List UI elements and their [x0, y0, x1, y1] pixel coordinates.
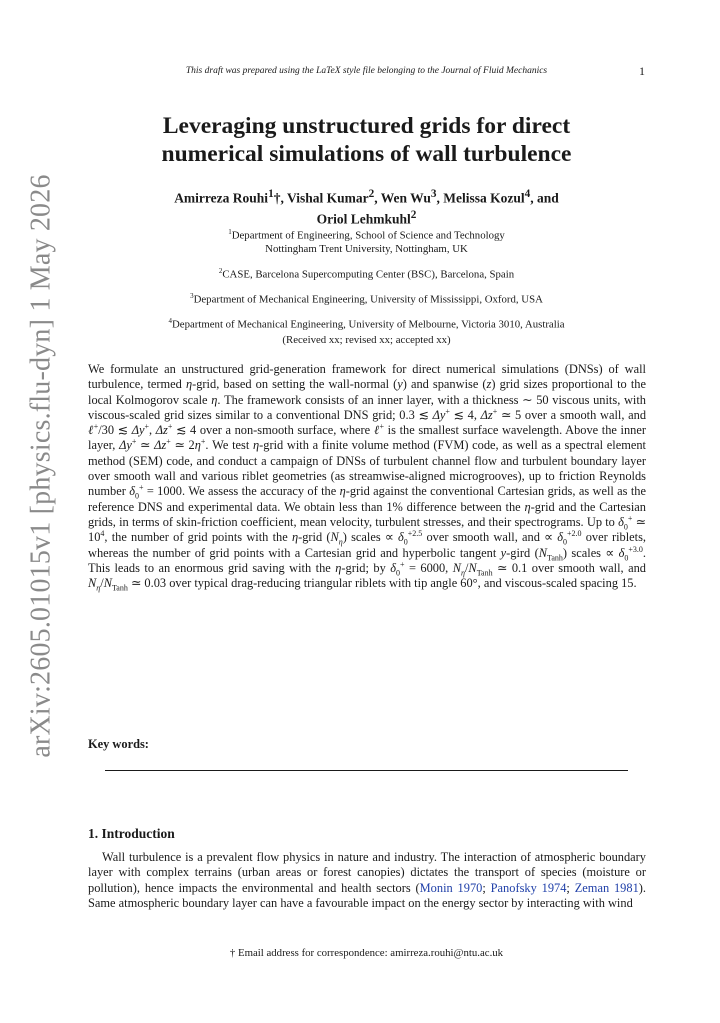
affiliation	[88, 315, 645, 332]
affiliation	[88, 265, 645, 282]
arxiv-identifier: arXiv:2605.01015v1 [physics.flu-dyn] 1 May 2026	[26, 174, 57, 758]
author: Melissa Kozul	[443, 190, 525, 206]
running-header: This draft was prepared using the LaTeX style file belonging to the Journal of Fluid Mechanics	[185, 66, 548, 76]
citation-link[interactable]: Monin 1970	[419, 880, 483, 895]
author-dagger: †	[273, 190, 281, 206]
separator-rule	[105, 770, 628, 771]
section-number: 1.	[88, 826, 99, 841]
citation-link[interactable]: Panofsky 1974	[490, 880, 567, 895]
affiliation-mark: 3	[190, 291, 194, 300]
arxiv-sidebar	[20, 174, 64, 758]
affiliation-line: CASE, Barcelona Supercomputing Center (BSC), Barcelona, Spain	[222, 268, 515, 281]
correspondence-footnote: † Email address for correspondence: amirreza.rouhi@ntu.ac.uk	[229, 947, 504, 959]
title-line-1: Leveraging unstructured grids for direct	[162, 113, 571, 139]
affiliation-line: Department of Mechanical Engineering, University of Mississippi, Oxford, USA	[193, 293, 543, 306]
author-mark: 2	[368, 188, 375, 200]
affiliation-mark: 2	[218, 266, 223, 275]
affiliation	[88, 290, 645, 307]
intro-text-after: ). Same atmospheric boundary layer can have a favourable impact on the energy sector by interacting with wind	[88, 880, 647, 910]
title-line-2: numerical simulations of wall turbulence	[161, 141, 572, 167]
citation-separator: ;	[482, 880, 491, 895]
affiliation-line: Department of Engineering, School of Science and Technology	[231, 229, 505, 242]
author: Wen Wu	[380, 190, 431, 206]
citation-separator: ;	[566, 880, 575, 895]
author-mark: 4	[524, 188, 531, 200]
author-list	[88, 186, 645, 227]
keywords-label: Key words:	[88, 737, 149, 751]
author-conjunction: , and	[530, 190, 559, 206]
affiliation-mark: 1	[228, 228, 232, 236]
intro-paragraph	[88, 850, 646, 911]
paper-title	[88, 112, 645, 168]
affiliations	[88, 226, 645, 340]
section-heading	[88, 826, 175, 842]
citation-link[interactable]: Zeman 1981	[574, 880, 639, 895]
author: Amirreza Rouhi	[174, 190, 269, 206]
affiliation-mark: 4	[168, 316, 172, 325]
received-dates: (Received xx; revised xx; accepted xx)	[282, 334, 451, 346]
author-separator: ,	[374, 190, 381, 206]
affiliation	[88, 226, 645, 257]
page-number: 1	[639, 64, 645, 78]
author: Vishal Kumar	[286, 190, 369, 206]
affiliation-line: Nottingham Trent University, Nottingham, UK	[265, 243, 468, 256]
section-title: Introduction	[101, 826, 175, 841]
intro-text: Wall turbulence is a prevalent flow physics in nature and industry. The interaction of atmospheric boundary layer with complex terrains (urban areas or forest canopies) dictates the transport of species (moisture or pollution), hence impacts the environmental and health sectors (	[88, 850, 646, 895]
abstract: We formulate an unstructured grid-generation framework for direct numerical simulations (DNSs) of wall turbulence, termed η-grid, based on setting the wall-normal (y) and spanwise (z) grid sizes proportional to the local Kolmogorov scale η. The framework consists of an inner layer, with a thickness ∼ 50 viscous units, with viscous-scaled grid sizes similar to a conventional DNS grid; 0.3 ≲ Δy+ ≲ 4, Δz+ ≃ 5 over a smooth wall, and ℓ+/30 ≲ Δy+, Δz+ ≲ 4 over a non-smooth surface, where ℓ+ is the smallest surface wavelength. Above the inner layer, Δy+ ≃ Δz+ ≃ 2η+. We test η-grid with a finite volume method (FVM) code, as well as a spectral element method (SEM) code, and conduct a campaign of DNSs of turbulent channel flow and turbulent boundary layer over smooth wall and various riblet geometries (as streamwise-aligned microgrooves), up to friction Reynolds number $\delta_0^+ = 1000$. We assess the accuracy of the η-grid against the conventional Cartesian grids, as well as the reference DNS and experimental data. We obtain less than 1% difference between the η-grid and the Cartesian grids, in terms of skin-friction coefficient, mean velocity, turbulent stresses, and their spectrograms. Up to $\delta_0^+$ ≃ $10^4$, the number of grid points with the η-grid $(N_\eta)$ scales ∝ $\delta_0^{+2.5}$ over smooth wall, and ∝ $\delta_0^{+2.0}$ over riblets, whereas the number of grid points with a Cartesian grid and hyperbolic tangent y-gird $(N_{Tanh})$ scales ∝ $\delta_0^{+3.0}$. This leads to an enormous grid saving with the η-grid; by $\delta_0^+ = 6000$, $N_\eta/N_{Tanh}$ ≃ 0.1 over smooth wall, and $N_\eta/N_{Tanh}$ ≃ 0.03 over typical drag-reducing triangular riblets with tip angle 60°, and viscous-scaled spacing 15.	[88, 362, 647, 593]
author-separator: ,	[436, 190, 444, 206]
author-mark: 1	[268, 188, 274, 200]
affiliation-line: Department of Mechanical Engineering, University of Melbourne, Victoria 3010, Australia	[171, 318, 565, 331]
author-separator: ,	[280, 190, 287, 206]
author-mark: 2	[410, 208, 417, 221]
author-mark: 3	[430, 188, 437, 200]
author: Oriol Lehmkuhl	[316, 211, 411, 226]
